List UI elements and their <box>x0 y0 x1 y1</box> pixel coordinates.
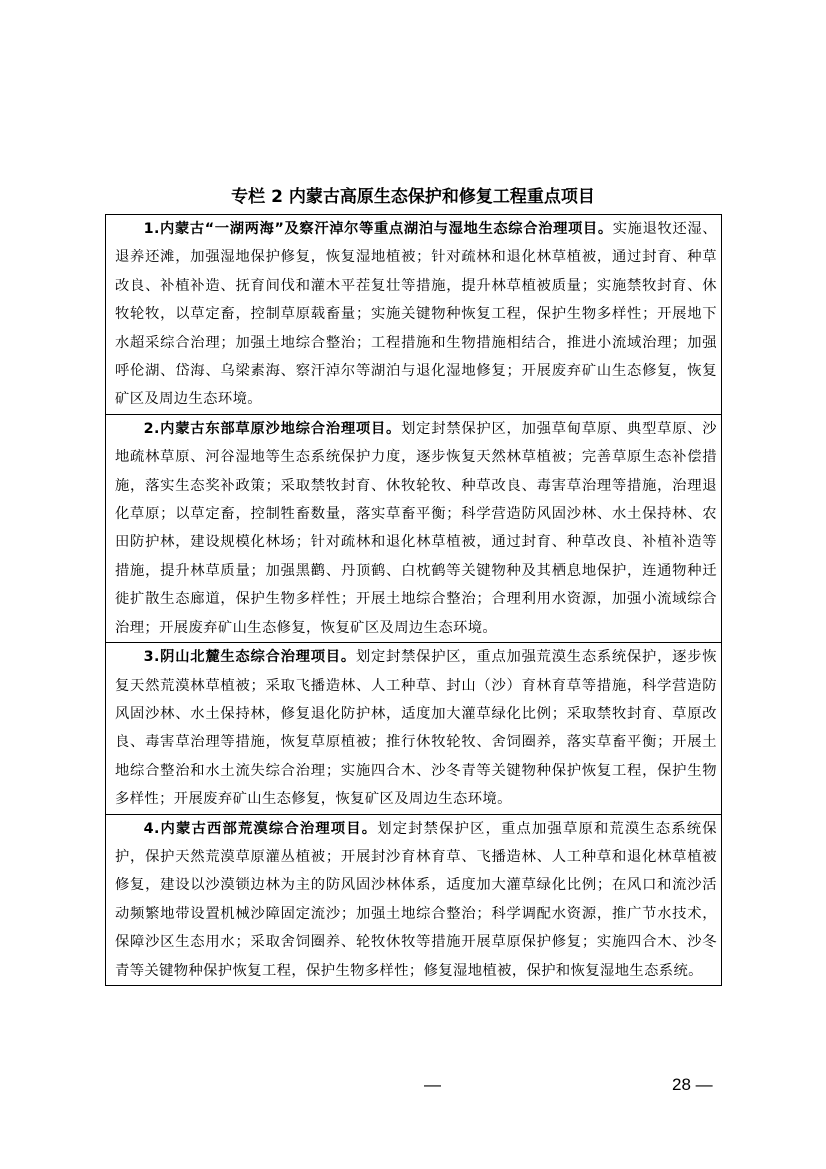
project-body-1: 实施退牧还湿、退养还滩，加强湿地保护修复，恢复湿地植被；针对疏林和退化林草植被，通过封育、种草改良、补植补造、抚育间伐和灌木平茬复壮等措施，提升林草植被质量；实施禁牧封育、休牧轮牧，以草定畜，控制草原载畜量；实施关键物种恢复工程，保护生物多样性；开展地下水超采综合治理；加强土地综合整治；工程措施和生物措施相结合，推进小流域治理；加强呼伦湖、岱海、乌梁素海、察汗淖尔等湖泊与退化湿地修复；开展废弃矿山生态修复，恢复矿区及周边生态环境。 <box>115 221 717 408</box>
project-cell-4 <box>106 814 722 985</box>
project-body-4: 划定封禁保护区，重点加强草原和荒漠生态系统保护，保护天然荒漠草原灌丛植被；开展封沙育林育草、飞播造林、人工种草和退化林草植被修复，建设以沙漠锁边林为主的防风固沙林体系，适度加大灌草绿化比例；在风口和流沙活动频繁地带设置机械沙障固定流沙；加强土地综合整治；科学调配水资源，推广节水技术，保障沙区生态用水；采取舍饲圈养、轮牧休牧等措施开展草原保护修复；实施四合木、沙冬青等关键物种保护恢复工程，保护生物多样性；修复湿地植被，保护和恢复湿地生态系统。 <box>115 820 717 979</box>
project-heading-2: 2.内蒙古东部草原沙地综合治理项目。 <box>143 420 402 437</box>
project-cell-1 <box>106 215 722 415</box>
footer-dash: — <box>424 1075 441 1094</box>
project-table <box>105 214 722 986</box>
table-row <box>106 414 722 642</box>
project-heading-3: 3.阴山北麓生态综合治理项目。 <box>143 649 356 666</box>
project-heading-4: 4.内蒙古西部荒漠综合治理项目。 <box>143 820 378 837</box>
project-cell-3 <box>106 643 722 814</box>
table-row <box>106 643 722 814</box>
project-heading-1: 1.内蒙古“一湖两海”及察汗淖尔等重点湖泊与湿地生态综合治理项目。 <box>143 221 613 237</box>
table-row <box>106 814 722 985</box>
project-body-3: 划定封禁保护区，重点加强荒漠生态系统保护，逐步恢复天然荒漠林草植被；采取飞播造林、人工种草、封山（沙）育林育草等措施，科学营造防风固沙林、水土保持林，修复退化防护林，适度加大灌草绿化比例；采取禁牧封育、草原改良、毒害草治理等措施，恢复草原植被；推行休牧轮牧、舍饲圈养，落实草畜平衡；开展土地综合整治和水土流失综合治理；实施四合木、沙冬青等关键物种保护恢复工程，保护生物多样性；开展废弃矿山生态修复，恢复矿区及周边生态环境。 <box>115 649 717 808</box>
page-title: 专栏 2 内蒙古高原生态保护和修复工程重点项目 <box>231 187 595 207</box>
page-number: 28 — <box>672 1075 713 1094</box>
project-body-2: 划定封禁保护区，加强草甸草原、典型草原、沙地疏林草原、河谷湿地等生态系统保护力度，逐步恢复天然林草植被；完善草原生态补偿措施，落实生态奖补政策；采取禁牧封育、休牧轮牧、种草改良、毒害草治理等措施，治理退化草原；以草定畜，控制牲畜数量，落实草畜平衡；科学营造防风固沙林、水土保持林、农田防护林，建设规模化林场；针对疏林和退化林草植被，通过封育、种草改良、补植补造等措施，提升林草质量；加强黑鹳、丹顶鹤、白枕鹤等关键物种及其栖息地保护，连通物种迁徙扩散生态廊道，保护生物多样性；开展土地综合整治；合理利用水资源，加强小流域综合治理；开展废弃矿山生态修复，恢复矿区及周边生态环境。 <box>115 420 718 636</box>
project-cell-2 <box>106 414 722 642</box>
table-row <box>106 215 722 415</box>
